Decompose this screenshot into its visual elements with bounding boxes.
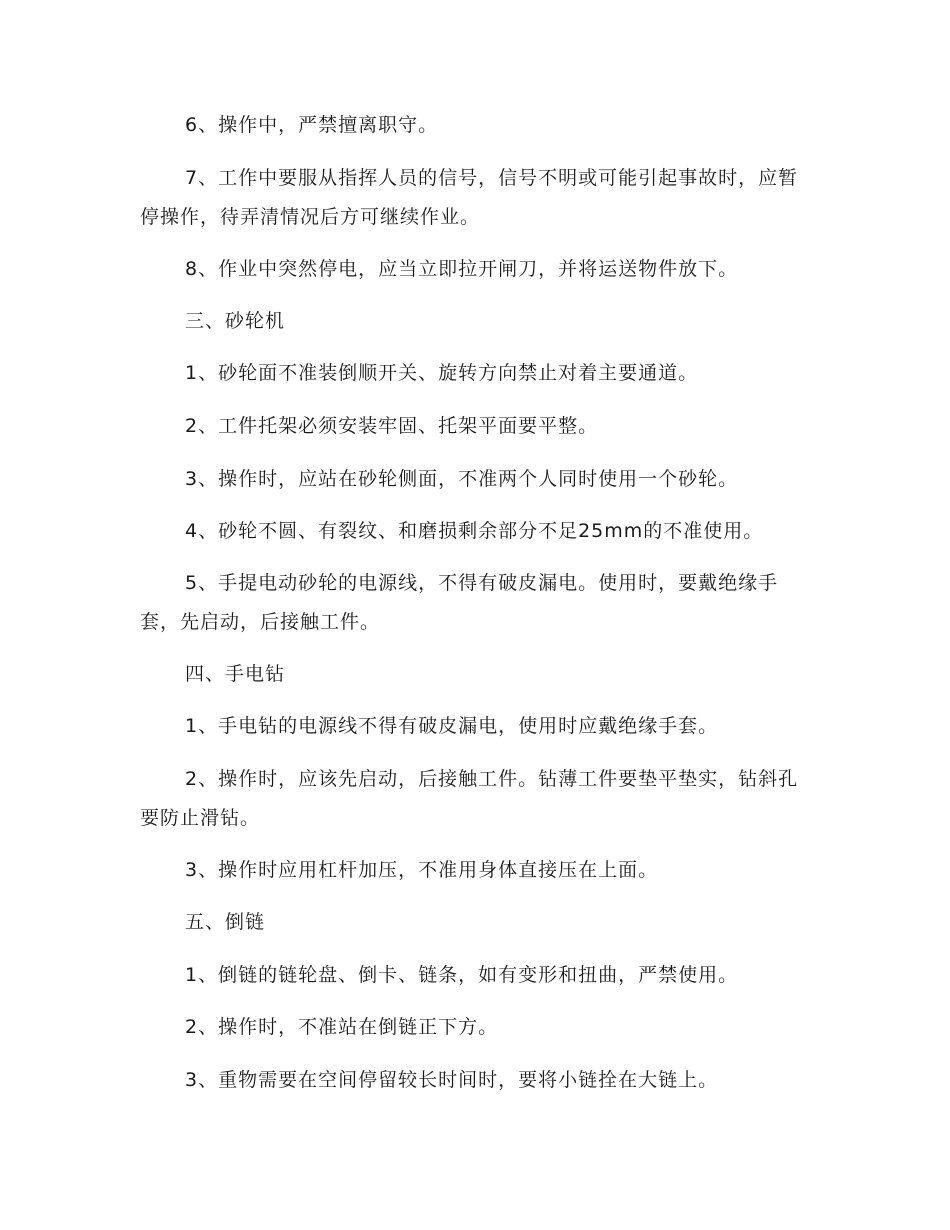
paragraph-grinder-5: 5、手提电动砂轮的电源线，不得有破皮漏电。使用时，要戴绝缘手套，先启动，后接触工件。	[140, 572, 779, 633]
paragraph-drill-1: 1、手电钻的电源线不得有破皮漏电，使用时应戴绝缘手套。	[185, 715, 719, 737]
paragraph-grinder-1: 1、砂轮面不准装倒顺开关、旋转方向禁止对着主要通道。	[185, 362, 699, 384]
paragraph-hoist-3: 3、重物需要在空间停留较长时间时，要将小链拴在大链上。	[185, 1069, 719, 1091]
section-heading-grinder: 三、砂轮机	[185, 310, 286, 332]
paragraph-drill-3: 3、操作时应用杠杆加压，不准用身体直接压在上面。	[185, 859, 659, 881]
paragraph-item-7: 7、工作中要服从指挥人员的信号，信号不明或可能引起事故时，应暂停操作，待弄清情况后方可继续作业。	[140, 167, 799, 228]
paragraph-hoist-1: 1、倒链的链轮盘、倒卡、链条，如有变形和扭曲，严禁使用。	[185, 964, 739, 986]
paragraph-item-6: 6、操作中，严禁擅离职守。	[185, 114, 439, 136]
paragraph-hoist-2: 2、操作时，不准站在倒链正下方。	[185, 1016, 499, 1038]
paragraph-grinder-4: 4、砂轮不圆、有裂纹、和磨损剩余部分不足25mm的不准使用。	[185, 520, 764, 542]
paragraph-grinder-3: 3、操作时，应站在砂轮侧面，不准两个人同时使用一个砂轮。	[185, 468, 739, 490]
section-heading-chain-hoist: 五、倒链	[185, 911, 266, 933]
paragraph-item-8: 8、作业中突然停电，应当立即拉开闸刀，并将运送物件放下。	[185, 258, 739, 280]
paragraph-drill-2: 2、操作时，应该先启动，后接触工件。钻薄工件要垫平垫实，钻斜孔要防止滑钻。	[140, 768, 799, 829]
paragraph-grinder-2: 2、工件托架必须安装牢固、托架平面要平整。	[185, 415, 599, 437]
section-heading-hand-drill: 四、手电钻	[185, 663, 286, 685]
